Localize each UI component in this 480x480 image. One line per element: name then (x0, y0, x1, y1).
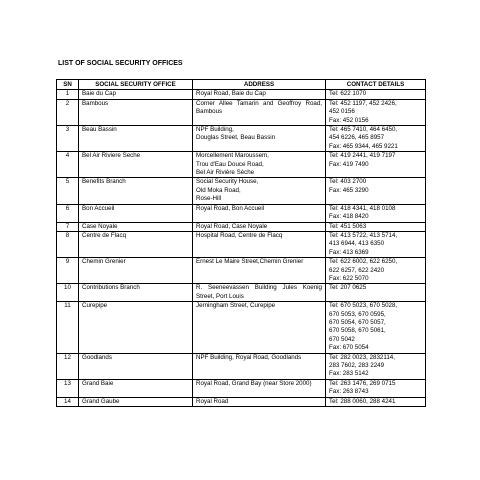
address-line: Hospital Road, Centre de Flacq (196, 231, 283, 239)
sn-cell: 3 (57, 126, 79, 152)
address-cell (193, 204, 326, 222)
column-header-address: ADDRESS (193, 80, 326, 90)
table-row (57, 178, 426, 204)
address-line: R. Seeneevassen Building Jules Koenig Street, Port Louis (196, 284, 322, 300)
address-cell (193, 90, 326, 99)
office-name-cell: Bambous (79, 99, 193, 125)
contact-cell (326, 284, 426, 302)
table-row (57, 231, 426, 257)
contact-cell (326, 231, 426, 257)
address-cell (193, 99, 326, 125)
address-line: Royal Road, Case Noyale (196, 222, 268, 230)
address-line: Royal Road (196, 397, 229, 405)
office-name-cell: Bon Accueil (79, 204, 193, 222)
contact-cell (326, 302, 426, 353)
table-row (57, 258, 426, 284)
table-row (57, 397, 426, 406)
contact-cell (326, 204, 426, 222)
contact-cell (326, 152, 426, 178)
sn-cell: 12 (57, 353, 79, 379)
table-row (57, 284, 426, 302)
contact-line: Fax: 670 5054 (329, 344, 369, 352)
table-header-row (57, 80, 426, 90)
contact-line: Fax: 419 7490 (329, 160, 369, 168)
address-line: Douglas Street, Beau Bassin (196, 134, 276, 142)
column-header-sn: SN (57, 80, 79, 90)
contact-cell (326, 99, 426, 125)
contact-line: 454 6226, 465 8957 (329, 134, 385, 142)
contact-line: Tel: 207 0625 (329, 284, 367, 292)
office-name-cell: Beau Bassin (79, 126, 193, 152)
sn-cell: 11 (57, 302, 79, 353)
contact-line: Fax: 413 6369 (329, 248, 369, 256)
table-row (57, 126, 426, 152)
office-name-cell: Grand Gaube (79, 397, 193, 406)
contact-line: Tel: 451 5063 (329, 222, 367, 230)
address-line: Corner Allee Tamarin and Geoffroy Road, Bambous (196, 99, 322, 116)
sn-cell: 2 (57, 99, 79, 125)
contact-line: 283 7602, 283 2249 (329, 362, 385, 369)
table-row (57, 99, 426, 125)
address-cell (193, 178, 326, 204)
address-cell (193, 222, 326, 231)
contact-cell (326, 379, 426, 397)
page-title: LIST OF SOCIAL SECURITY OFFICES (58, 60, 183, 67)
address-line: Bel Air Rivière Sèche (196, 169, 255, 177)
office-name-cell: Chemin Grenier (79, 258, 193, 284)
column-header-office: SOCIAL SECURITY OFFICE (79, 80, 193, 90)
contact-line: Fax: 283 5142 (329, 370, 369, 378)
sn-cell: 13 (57, 379, 79, 397)
table-row (57, 353, 426, 379)
office-name-cell: Case Noyale (79, 222, 193, 231)
address-line: Royal Road, Baie du Cap (196, 90, 266, 98)
contact-line: Tel: 670 5023, 670 5028, (329, 302, 398, 310)
contact-line: Tel: 263 1476, 269 0715 (329, 379, 396, 387)
office-name-cell: Curepipe (79, 302, 193, 353)
address-line: Rose-Hill (196, 195, 222, 203)
contact-line: 670 5054, 670 5057, (329, 318, 386, 326)
address-cell (193, 397, 326, 406)
contact-line: Fax: 622 5070 (329, 274, 369, 282)
sn-cell: 1 (57, 90, 79, 99)
office-name-cell: Baie du Cap (79, 90, 193, 99)
address-line: NPF Building, (196, 126, 234, 134)
address-line: NPF Building, Royal Road, Goodlands (196, 353, 302, 361)
sn-cell: 6 (57, 204, 79, 222)
sn-cell: 5 (57, 178, 79, 204)
column-header-contact: CONTACT DETAILS (326, 80, 426, 90)
address-line: Trou d'Eau Douce Road, (196, 160, 264, 168)
address-line: Royal Road, Bon Accueil (196, 204, 265, 212)
contact-line: 670 5058, 670 5061, (329, 327, 386, 335)
contact-line: Tel: 403 2700 (329, 178, 367, 186)
contact-cell (326, 178, 426, 204)
contact-line: 452 0156 (329, 108, 355, 116)
address-cell (193, 258, 326, 284)
table-body (57, 90, 426, 407)
contact-line: Tel: 465 7410, 464 6450, (329, 126, 398, 134)
contact-line: Tel: 419 2441, 419 7197 (329, 152, 396, 160)
contact-line: Tel: 452 1197, 452 2426, (329, 99, 397, 107)
contact-line: Fax: 452 0156 (329, 116, 369, 124)
office-name-cell: Grand Baie (79, 379, 193, 397)
address-line: Morcellement Maroussem, (196, 152, 269, 160)
office-name-cell: Centre de Flacq (79, 231, 193, 257)
sn-cell: 4 (57, 152, 79, 178)
address-line: Royal Road, Grand Bay (near Store 2000) (196, 379, 312, 387)
table-row (57, 379, 426, 397)
contact-line: Tel: 413 5722, 413 5714, (329, 231, 398, 239)
address-line: Old Moka Road, (196, 186, 241, 194)
contact-line: Fax: 418 8420 (329, 213, 369, 221)
address-cell (193, 152, 326, 178)
contact-line: 622 6257, 622 2420 (329, 266, 385, 274)
address-cell (193, 284, 326, 302)
offices-table (56, 79, 426, 407)
address-line: Ernest Le Maire Street,Chemin Grenier (196, 258, 304, 266)
contact-line: Tel: 282 0023, 2832114, (329, 353, 395, 361)
contact-cell (326, 90, 426, 99)
sn-cell: 10 (57, 284, 79, 302)
contact-line: 670 5053, 670 0595, (329, 310, 386, 318)
table-row (57, 90, 426, 99)
contact-line: Tel: 418 4341, 418 0108 (329, 204, 396, 212)
address-cell (193, 126, 326, 152)
contact-line: Tel: 288 0060, 288 4241 (329, 397, 396, 405)
contact-cell (326, 258, 426, 284)
contact-line: 413 6944, 413 6350 (329, 240, 385, 248)
sn-cell: 14 (57, 397, 79, 406)
contact-line: Tel: 622 6002, 622 6250, (329, 258, 398, 266)
table-row (57, 204, 426, 222)
sn-cell: 9 (57, 258, 79, 284)
contact-line: Fax: 465 9344, 465 9221 (329, 142, 398, 150)
office-name-cell: Contributions Branch (79, 284, 193, 302)
contact-cell (326, 353, 426, 379)
address-cell (193, 302, 326, 353)
contact-line: Tel: 622 1070 (329, 90, 367, 98)
sn-cell: 8 (57, 231, 79, 257)
contact-cell (326, 126, 426, 152)
contact-cell (326, 397, 426, 406)
address-cell (193, 379, 326, 397)
office-name-cell: Goodlands (79, 353, 193, 379)
contact-line: 670 5042 (329, 335, 355, 343)
contact-line: Fax: 465 3290 (329, 186, 369, 194)
address-line: Jerningham Street, Curepipe (196, 302, 276, 310)
address-line: Social Security House, (196, 178, 259, 186)
contact-cell (326, 222, 426, 231)
address-cell (193, 231, 326, 257)
table-row (57, 222, 426, 231)
table-row (57, 302, 426, 353)
sn-cell: 7 (57, 222, 79, 231)
address-cell (193, 353, 326, 379)
office-name-cell: Bel Air Riviere Seche (79, 152, 193, 178)
table-row (57, 152, 426, 178)
contact-line: Fax: 263 8743 (329, 388, 369, 396)
office-name-cell: Benefits Branch (79, 178, 193, 204)
